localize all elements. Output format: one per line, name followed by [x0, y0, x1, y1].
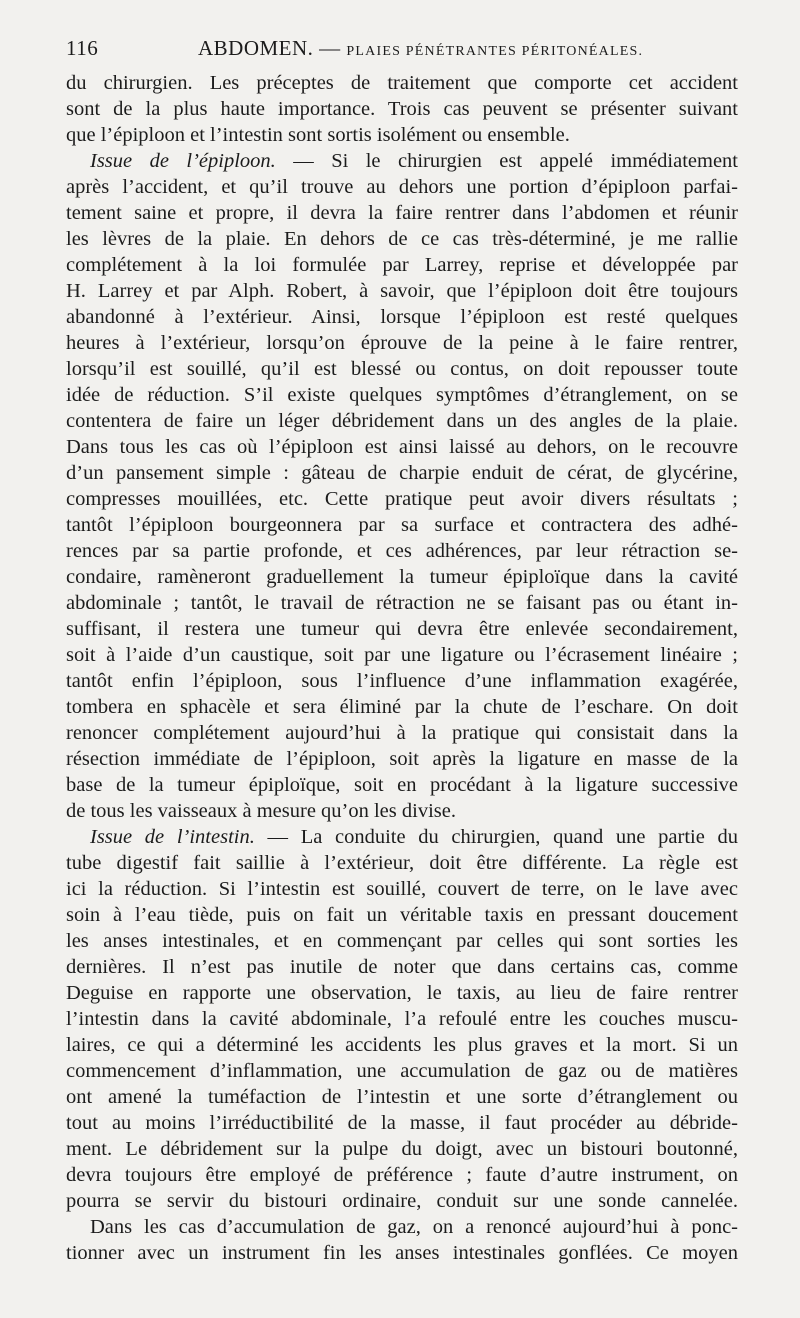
line-text: l’intestin dans la cavité abdominale, l’a refoulé entre les couches muscu- — [66, 1008, 738, 1030]
line-text: — Si le chirurgien est appelé immédiatement — [275, 150, 738, 172]
text-line — [66, 1188, 738, 1214]
text-line — [66, 616, 738, 642]
text-line — [66, 408, 738, 434]
line-text: rences par sa partie profonde, et ces adhérences, par leur rétraction se- — [66, 540, 738, 562]
text-line — [66, 122, 738, 148]
text-line — [66, 330, 738, 356]
text-line — [66, 1032, 738, 1058]
line-text: après l’accident, et qu’il trouve au dehors une portion d’épiploon parfai- — [66, 176, 738, 198]
title-dash: — — [319, 36, 341, 60]
line-text: soin à l’eau tiède, puis on fait un véritable taxis en pressant doucement — [66, 904, 738, 926]
line-text: tout au moins l’irréductibilité de la masse, il faut procéder au débride- — [66, 1112, 738, 1134]
line-text: ont amené la tuméfaction de l’intestin et une sorte d’étranglement ou — [66, 1086, 738, 1108]
body-text — [66, 70, 738, 1266]
text-line — [66, 746, 738, 772]
text-line — [66, 642, 738, 668]
section-heading-italic: Issue de l’épiploon. — [90, 150, 276, 172]
line-text: H. Larrey et par Alph. Robert, à savoir, que l’épiploon doit être toujours — [66, 280, 738, 302]
text-line — [66, 252, 738, 278]
line-text: dernières. Il n’est pas inutile de noter que dans certains cas, comme — [66, 956, 738, 978]
text-line — [66, 382, 738, 408]
text-line — [66, 1006, 738, 1032]
running-header — [66, 36, 760, 66]
line-text: tantôt enfin l’épiploon, sous l’influence d’une inflammation exagérée, — [66, 670, 738, 692]
line-text: les lèvres de la plaie. En dehors de ce cas très-déterminé, je me rallie — [66, 228, 738, 250]
line-text: tement saine et propre, il devra la faire rentrer dans l’abdomen et réunir — [66, 202, 738, 224]
line-text: condaire, ramèneront graduellement la tumeur épiploïque dans la cavité — [66, 566, 738, 588]
line-text: Deguise en rapporte une observation, le taxis, au lieu de faire rentrer — [66, 982, 738, 1004]
line-text: de tous les vaisseaux à mesure qu’on les divise. — [66, 800, 456, 822]
line-text: Dans tous les cas où l’épiploon est ainsi laissé au dehors, on le recouvre — [66, 436, 738, 458]
text-line — [66, 902, 738, 928]
text-line — [66, 460, 738, 486]
line-text: pourra se servir du bistouri ordinaire, conduit sur une sonde cannelée. — [66, 1190, 738, 1212]
text-line — [66, 850, 738, 876]
text-line — [66, 1058, 738, 1084]
text-line — [66, 434, 738, 460]
running-title — [198, 36, 643, 61]
line-text: résection immédiate de l’épiploon, soit après la ligature en masse de la — [66, 748, 738, 770]
text-line — [66, 538, 738, 564]
text-line — [66, 1110, 738, 1136]
text-line — [66, 564, 738, 590]
text-line — [66, 772, 738, 798]
line-text: que l’épiploon et l’intestin sont sortis isolément ou ensemble. — [66, 124, 570, 146]
text-line — [66, 486, 738, 512]
line-text: idée de réduction. S’il existe quelques symptômes d’étranglement, on se — [66, 384, 738, 406]
text-line — [66, 798, 738, 824]
line-text: abandonné à l’extérieur. Ainsi, lorsque l’épiploon est resté quelques — [66, 306, 738, 328]
text-line — [66, 1240, 738, 1266]
text-line — [66, 876, 738, 902]
line-text: compresses mouillées, etc. Cette pratique peut avoir divers résultats ; — [66, 488, 738, 510]
text-line — [66, 928, 738, 954]
line-text: contentera de faire un léger débridement dans un des angles de la plaie. — [66, 410, 738, 432]
line-text: tombera en sphacèle et sera éliminé par la chute de l’eschare. On doit — [66, 696, 738, 718]
line-text: laires, ce qui a déterminé les accidents les plus graves et la mort. Si un — [66, 1034, 738, 1056]
line-text: abdominale ; tantôt, le travail de rétraction ne se faisant pas ou étant in- — [66, 592, 738, 614]
text-line — [66, 70, 738, 96]
text-line — [66, 512, 738, 538]
text-line — [66, 174, 738, 200]
section-title: ABDOMEN. — [198, 36, 314, 60]
text-line — [66, 954, 738, 980]
text-line — [66, 980, 738, 1006]
text-line — [66, 590, 738, 616]
text-line — [66, 1084, 738, 1110]
page-number: 116 — [66, 36, 99, 60]
text-line — [66, 1214, 738, 1240]
text-line — [66, 824, 738, 850]
line-text: base de la tumeur épiploïque, soit en procédant à la ligature successive — [66, 774, 738, 796]
text-line — [66, 200, 738, 226]
line-text: tantôt l’épiploon bourgeonnera par sa surface et contractera des adhé- — [66, 514, 738, 536]
text-line — [66, 278, 738, 304]
text-line — [66, 226, 738, 252]
line-text: devra toujours être employé de préférence ; faute d’autre instrument, on — [66, 1164, 738, 1186]
text-line — [66, 96, 738, 122]
text-line — [66, 720, 738, 746]
line-text: du chirurgien. Les préceptes de traitement que comporte cet accident — [66, 72, 738, 94]
line-text: complétement à la loi formulée par Larrey, reprise et développée par — [66, 254, 738, 276]
line-text: sont de la plus haute importance. Trois cas peuvent se présenter suivant — [66, 98, 738, 120]
text-line — [66, 694, 738, 720]
subsection-title: PLAIES PÉNÉTRANTES PÉRITONÉALES. — [346, 44, 644, 59]
line-text: renoncer complétement aujourd’hui à la pratique qui consistait dans la — [66, 722, 738, 744]
text-line — [66, 668, 738, 694]
line-text: tube digestif fait saillie à l’extérieur, doit être différente. La règle est — [66, 852, 738, 874]
line-text: — La conduite du chirurgien, quand une partie du — [254, 826, 738, 848]
line-text: Dans les cas d’accumulation de gaz, on a renoncé aujourd’hui à ponc- — [90, 1216, 738, 1238]
line-text: d’un pansement simple : gâteau de charpie enduit de cérat, de glycérine, — [66, 462, 738, 484]
line-text: ici la réduction. Si l’intestin est souillé, couvert de terre, on le lave avec — [66, 878, 738, 900]
line-text: lorsqu’il est souillé, qu’il est blessé ou contus, on doit repousser toute — [66, 358, 738, 380]
line-text: commencement d’inflammation, une accumulation de gaz ou de matières — [66, 1060, 738, 1082]
section-heading-italic: Issue de l’intestin. — [90, 826, 255, 848]
line-text: ment. Le débridement sur la pulpe du doigt, avec un bistouri boutonné, — [66, 1138, 738, 1160]
line-text: tionner avec un instrument fin les anses intestinales gonflées. Ce moyen — [66, 1242, 738, 1264]
text-line — [66, 356, 738, 382]
text-line — [66, 148, 738, 174]
text-line — [66, 1136, 738, 1162]
line-text: les anses intestinales, et en commençant par celles qui sont sorties les — [66, 930, 738, 952]
line-text: heures à l’extérieur, lorsqu’on éprouve de la peine à le faire rentrer, — [66, 332, 738, 354]
line-text: soit à l’aide d’un caustique, soit par une ligature ou l’écrasement linéaire ; — [66, 644, 738, 666]
text-line — [66, 304, 738, 330]
text-line — [66, 1162, 738, 1188]
line-text: suffisant, il restera une tumeur qui devra être enlevée secondairement, — [66, 618, 738, 640]
